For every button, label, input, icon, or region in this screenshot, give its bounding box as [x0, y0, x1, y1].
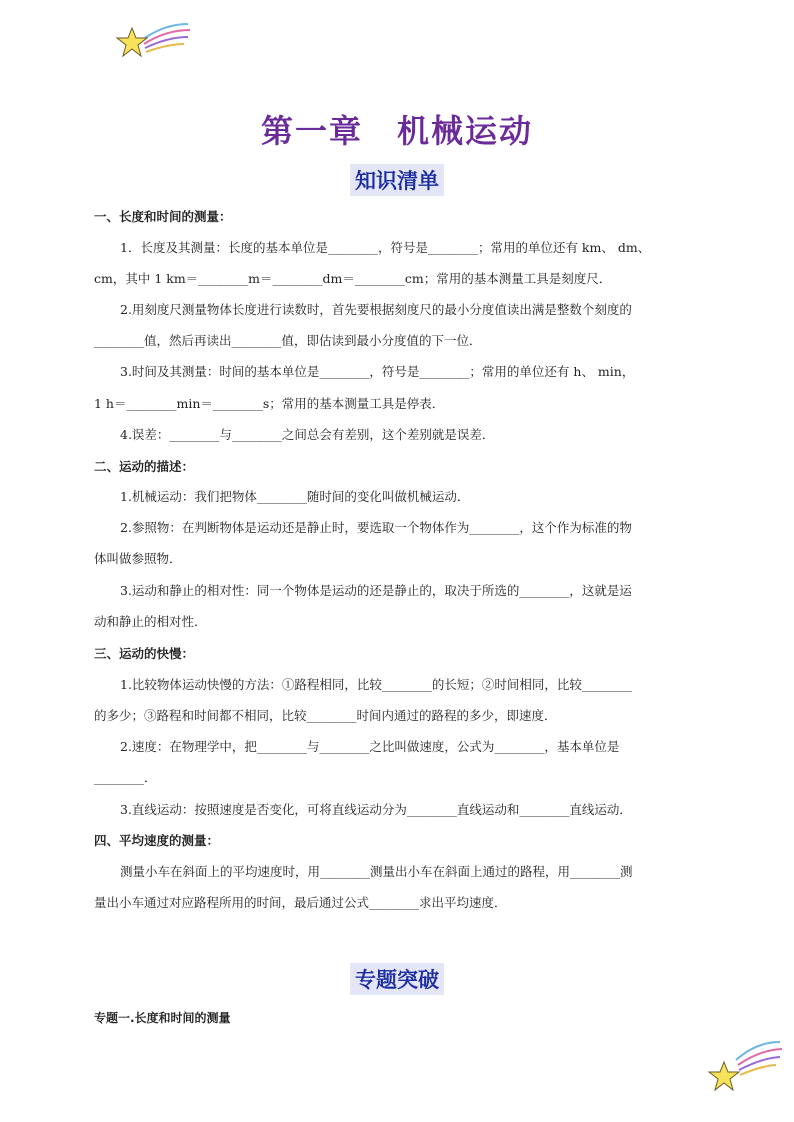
topics-label: 专题突破 [350, 963, 444, 995]
text-line: 3.直线运动：按照速度是否变化，可将直线运动分为________直线运动和________直线运动． [120, 802, 632, 817]
chapter-title: 第一章 机械运动 [260, 112, 533, 150]
text-line: 1 h＝________min＝________s；常用的基本测量工具是停表． [94, 396, 445, 411]
text-line: 2.速度：在物理学中，把________与________之比叫做速度，公式为________，基本单位是 [120, 739, 620, 754]
section-heading-2: 二、运动的描述： [94, 459, 195, 474]
topics-banner [0, 963, 794, 995]
text-line: 量出小车通过对应路程所用的时间，最后通过公式________求出平均速度． [94, 895, 507, 910]
text-line: 动和静止的相对性． [94, 614, 207, 629]
text-line: 2.用刻度尺测量物体长度进行读数时，首先要根据刻度尺的最小分度值读出满是整数个刻度的 [120, 302, 632, 317]
section-heading-4: 四、平均速度的测量： [94, 833, 220, 848]
text-line: 测量小车在斜面上的平均速度时，用________测量出小车在斜面上通过的路程，用________测 [120, 864, 633, 879]
text-line: 1．长度及其测量：长度的基本单位是________，符号是________；常用的单位还有 km、 dm、 [120, 240, 651, 255]
section-heading-3: 三、运动的快慢： [94, 646, 195, 661]
text-line: 2.参照物：在判断物体是运动还是静止时，要选取一个物体作为________，这个作为标准的物 [120, 520, 632, 535]
text-line: 的多少；③路程和时间都不相同，比较________时间内通过的路程的多少，即速度． [94, 708, 557, 723]
knowledge-list-banner [0, 164, 794, 196]
knowledge-list-label: 知识清单 [350, 164, 444, 196]
topic-heading: 专题一.长度和时间的测量 [94, 1011, 231, 1025]
shooting-star-icon [112, 18, 192, 64]
section-heading-1: 一、长度和时间的测量： [94, 209, 232, 224]
text-line: 3.运动和静止的相对性：同一个物体是运动的还是静止的，取决于所选的________，这就是运 [120, 583, 632, 598]
shooting-star-icon [706, 1030, 786, 1100]
text-line: 1.比较物体运动快慢的方法：①路程相同，比较________的长短；②时间相同，比较________ [120, 677, 632, 692]
text-line: ________． [94, 770, 157, 785]
text-line: 1.机械运动：我们把物体________随时间的变化叫做机械运动． [120, 489, 470, 504]
text-line: 3.时间及其测量：时间的基本单位是________，符号是________；常用的单位还有 h、 min， [120, 364, 635, 379]
text-line: 4.误差：________与________之间总会有差别，这个差别就是误差． [120, 427, 495, 442]
text-line: cm，其中 1 km＝________m＝________dm＝________cm；常用的基本测量工具是刻度尺． [94, 271, 612, 286]
text-line: 体叫做参照物． [94, 551, 182, 566]
text-line: ________值，然后再读出________值，即估读到最小分度值的下一位． [94, 333, 482, 348]
